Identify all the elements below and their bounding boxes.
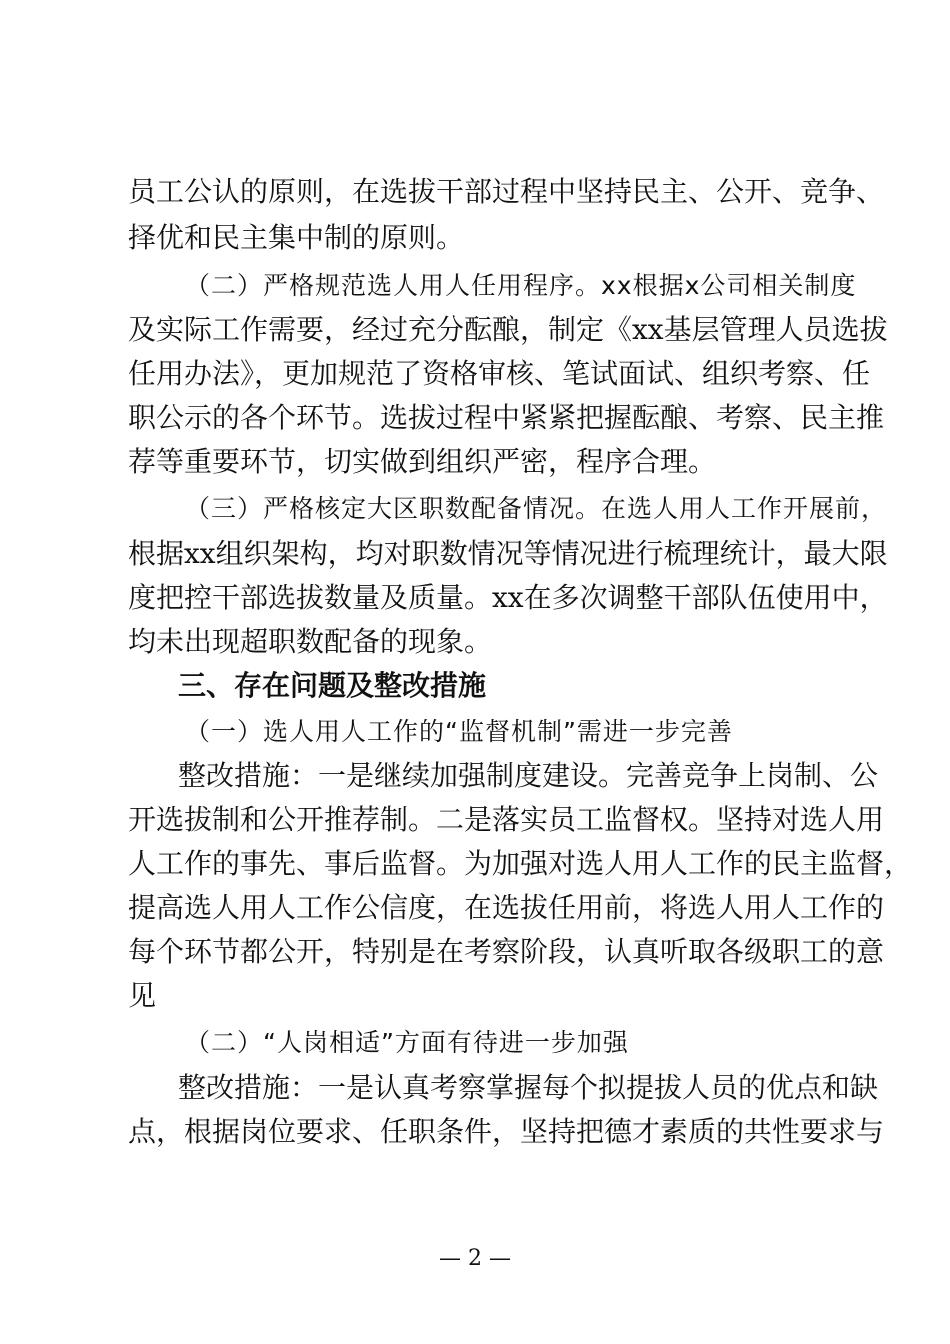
text-line: 择优和民主集中制的原则。 bbox=[128, 221, 465, 254]
subheading-line: （二）严格规范选人用人任用程序。xx根据x公司相关制度 bbox=[185, 271, 857, 300]
subheading-line: （三）严格核定大区职数配备情况。在选人用人工作开展前， bbox=[185, 494, 888, 523]
section-heading: 三、存在问题及整改措施 bbox=[178, 669, 487, 702]
page-number: — 2 — bbox=[439, 1246, 511, 1271]
text-line: 均未出现超职数配备的现象。 bbox=[128, 625, 493, 658]
text-line: 整改措施：一是认真考察掌握每个拟提拔人员的优点和缺 bbox=[178, 1071, 879, 1104]
text-line: 度把控干部选拔数量及质量。xx在多次调整干部队伍使用中， bbox=[128, 581, 888, 614]
text-line: 见 bbox=[128, 979, 157, 1012]
text-line: 任用办法》，更加规范了资格审核、笔试面试、组织考察、任 bbox=[128, 357, 871, 390]
text-line: 荐等重要环节，切实做到组织严密，程序合理。 bbox=[128, 445, 717, 478]
subheading-line: （二）“人岗相适”方面有待进一步加强 bbox=[185, 1028, 629, 1057]
text-line: 每个环节都公开，特别是在考察阶段，认真听取各级职工的意 bbox=[128, 935, 885, 968]
text-line: 员工公认的原则，在选拔干部过程中坚持民主、公开、竞争、 bbox=[128, 175, 885, 208]
text-line: 及实际工作需要，经过充分酝酿，制定《xx基层管理人员选拔 bbox=[128, 313, 888, 346]
text-line: 提高选人用人工作公信度，在选拔任用前，将选人用人工作的 bbox=[128, 891, 885, 924]
text-line: 点，根据岗位要求、任职条件，坚持把德才素质的共性要求与 bbox=[128, 1115, 885, 1148]
text-line: 人工作的事先、事后监督。为加强对选人用人工作的民主监督， bbox=[128, 847, 913, 880]
subheading-line: （一）选人用人工作的“监督机制”需进一步完善 bbox=[185, 717, 733, 746]
text-line: 根据xx组织架构，均对职数情况等情况进行梳理统计，最大限 bbox=[128, 537, 888, 570]
text-line: 整改措施：一是继续加强制度建设。完善竞争上岗制、公 bbox=[178, 759, 879, 792]
text-line: 开选拔制和公开推荐制。二是落实员工监督权。坚持对选人用 bbox=[128, 803, 885, 836]
text-line: 职公示的各个环节。选拔过程中紧紧把握酝酿、考察、民主推 bbox=[128, 401, 885, 434]
